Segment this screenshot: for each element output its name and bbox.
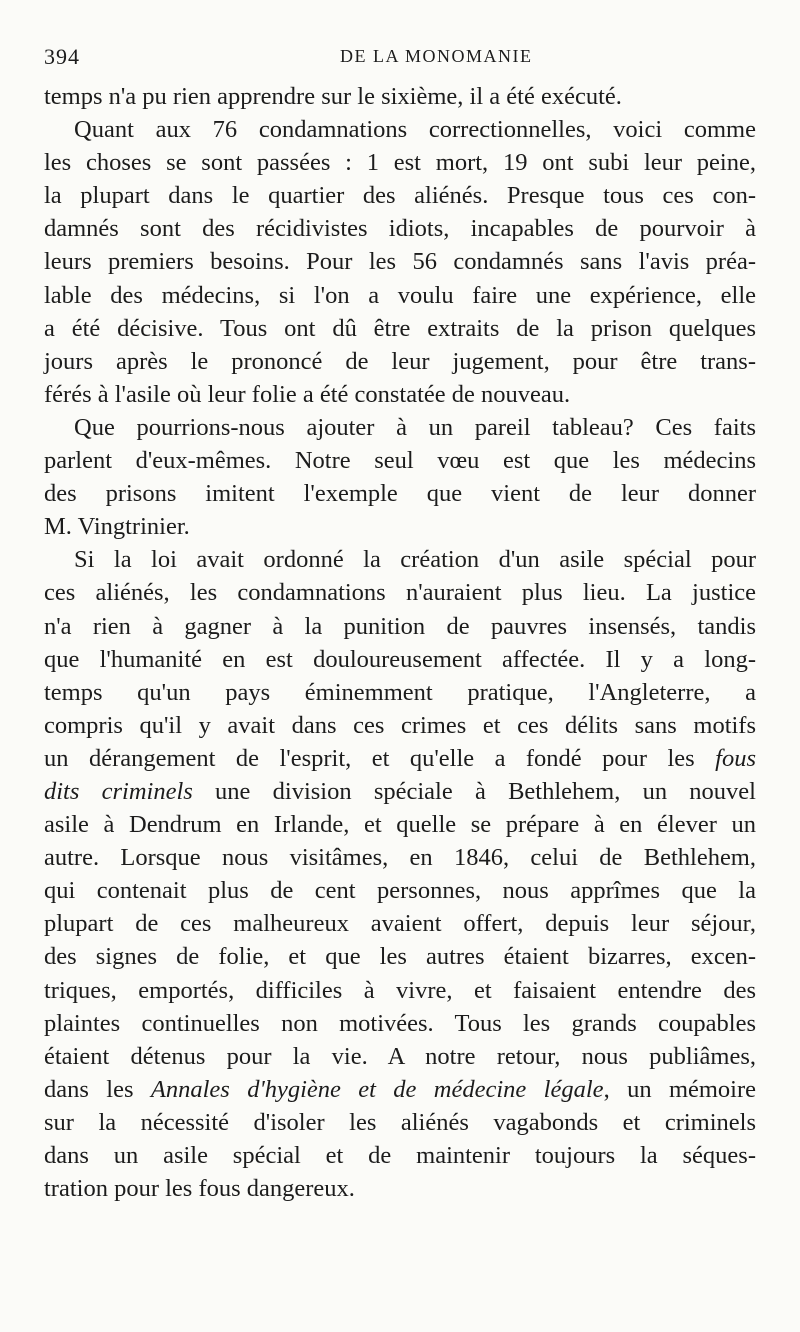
text-line: Quant aux 76 condamnations correctionnelles, voici comme [74, 116, 756, 144]
page-header [44, 40, 756, 74]
text-line: des prisons imitent l'exemple que vient de leur donner [44, 480, 756, 508]
text-line: temps qu'un pays éminemment pratique, l'Angleterre, a [44, 678, 756, 706]
text-line: étaient détenus pour la vie. A notre retour, nous publiâmes, [44, 1042, 756, 1070]
text-line: damnés sont des récidivistes idiots, incapables de pourvoir à [44, 215, 756, 243]
text-line: plaintes continuelles non motivées. Tous les grands coupables [44, 1009, 756, 1037]
text-line: des signes de folie, et que les autres étaient bizarres, excen- [44, 943, 756, 971]
text-line: parlent d'eux-mêmes. Notre seul vœu est que les médecins [44, 447, 756, 475]
page-number: 394 [44, 44, 80, 69]
text-line: dans un asile spécial et de maintenir toujours la séques- [44, 1142, 756, 1169]
text-line: sur la nécessité d'isoler les aliénés vagabonds et criminels [44, 1108, 756, 1136]
text-line: autre. Lorsque nous visitâmes, en 1846, celui de Bethlehem, [44, 844, 756, 872]
text-line: M. Vingtrinier. [44, 513, 190, 541]
text-line: dits criminels une division spéciale à Bethlehem, un nouvel [44, 777, 756, 805]
text-line: plupart de ces malheureux avaient offert, depuis leur séjour, [44, 910, 756, 938]
text-line: lable des médecins, si l'on a voulu faire une expérience, elle [44, 281, 756, 309]
text-line: temps n'a pu rien apprendre sur le sixième, il a été exécuté. [44, 83, 622, 110]
text-line: tration pour les fous dangereux. [44, 1175, 355, 1203]
italic-title: dits criminels [44, 777, 193, 805]
text-line: qui contenait plus de cent personnes, nous apprîmes que la [44, 877, 756, 905]
text-line: férés à l'asile où leur folie a été constatée de nouveau. [44, 380, 571, 408]
body-text [44, 80, 756, 1205]
text-line: les choses se sont passées : 1 est mort, 19 ont subi leur peine, [44, 149, 756, 177]
text-line: asile à Dendrum en Irlande, et quelle se prépare à en élever un [44, 811, 756, 839]
text-line: Si la loi avait ordonné la création d'un asile spécial pour [74, 546, 756, 574]
text-line: que l'humanité en est douloureusement affectée. Il y a long- [44, 645, 756, 673]
text-line: ces aliénés, les condamnations n'auraient plus lieu. La justice [44, 579, 756, 607]
text-line: dans les Annales d'hygiène et de médecine légale, un mémoire [44, 1075, 757, 1103]
italic-title: Annales d'hygiène et de médecine légale [150, 1075, 604, 1103]
text-line: triques, emportés, difficiles à vivre, et faisaient entendre des [44, 976, 756, 1004]
text-line: a été décisive. Tous ont dû être extraits de la prison quelques [44, 314, 756, 342]
text-line: Que pourrions-nous ajouter à un pareil tableau? Ces faits [74, 413, 756, 441]
italic-title: fous [715, 744, 756, 772]
text-line: un dérangement de l'esprit, et qu'elle a fondé pour les fous [44, 744, 756, 772]
running-title: DE LA MONOMANIE [340, 46, 533, 66]
text-line: n'a rien à gagner à la punition de pauvres insensés, tandis [44, 612, 756, 640]
text-line: jours après le prononcé de leur jugement, pour être trans- [44, 347, 756, 375]
text-line: compris qu'il y avait dans ces crimes et ces délits sans motifs [44, 711, 756, 739]
text-line: leurs premiers besoins. Pour les 56 condamnés sans l'avis préa- [44, 248, 756, 276]
text-line: la plupart dans le quartier des aliénés. Presque tous ces con- [44, 182, 756, 210]
